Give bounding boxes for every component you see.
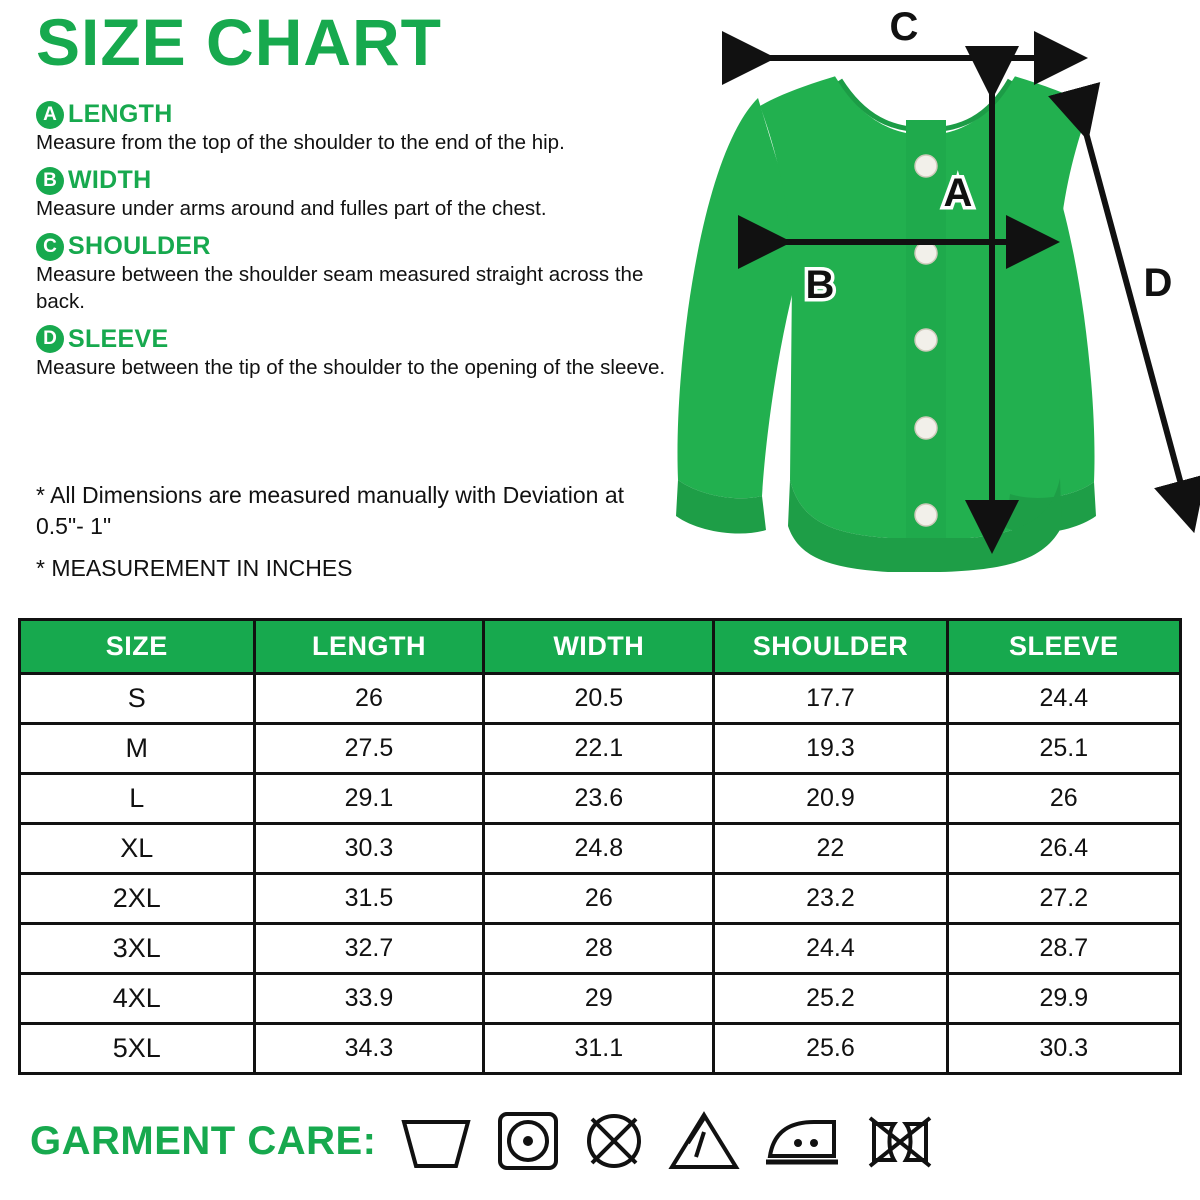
cell-shoulder: 25.6 xyxy=(714,1024,947,1074)
cell-sleeve: 27.2 xyxy=(947,874,1180,924)
cell-sleeve: 26.4 xyxy=(947,824,1180,874)
table-row xyxy=(20,774,1181,824)
garment-care-label: GARMENT CARE: xyxy=(30,1118,377,1163)
dimension-line-d xyxy=(1082,118,1188,510)
cell-size: XL xyxy=(20,824,255,874)
cell-length: 31.5 xyxy=(254,874,484,924)
cell-length: 26 xyxy=(254,674,484,724)
cell-length: 27.5 xyxy=(254,724,484,774)
table-row xyxy=(20,924,1181,974)
table-header-row xyxy=(20,620,1181,674)
garment-care-icons xyxy=(398,1110,936,1172)
cell-shoulder: 17.7 xyxy=(714,674,947,724)
column-header-shoulder: SHOULDER xyxy=(714,620,947,674)
cell-length: 34.3 xyxy=(254,1024,484,1074)
measurement-notes xyxy=(36,480,656,596)
legend-head-length xyxy=(36,100,676,129)
legend-item-sleeve xyxy=(36,325,676,381)
table-row xyxy=(20,824,1181,874)
note-units: * MEASUREMENT IN INCHES xyxy=(36,555,353,582)
badge-a-icon: A xyxy=(36,101,64,129)
cell-size: 3XL xyxy=(20,924,255,974)
cell-shoulder: 24.4 xyxy=(714,924,947,974)
cell-length: 29.1 xyxy=(254,774,484,824)
cell-size: 5XL xyxy=(20,1024,255,1074)
cell-width: 26 xyxy=(484,874,714,924)
cell-width: 23.6 xyxy=(484,774,714,824)
iron-icon xyxy=(762,1110,842,1172)
size-table xyxy=(18,618,1182,1075)
cell-shoulder: 20.9 xyxy=(714,774,947,824)
cell-width: 24.8 xyxy=(484,824,714,874)
garment-care-section xyxy=(30,1110,936,1172)
cell-sleeve: 30.3 xyxy=(947,1024,1180,1074)
marker-label-b: B xyxy=(805,263,835,307)
cell-size: 4XL xyxy=(20,974,255,1024)
legend-desc-width: Measure under arms around and fulles part of the chest. xyxy=(36,197,547,221)
cell-size: M xyxy=(20,724,255,774)
cell-width: 29 xyxy=(484,974,714,1024)
legend-head-shoulder xyxy=(36,232,676,261)
page-title: SIZE CHART xyxy=(36,5,442,79)
table-row xyxy=(20,974,1181,1024)
cell-length: 33.9 xyxy=(254,974,484,1024)
legend-item-length xyxy=(36,100,676,156)
table-row xyxy=(20,724,1181,774)
cell-size: L xyxy=(20,774,255,824)
cell-width: 31.1 xyxy=(484,1024,714,1074)
cell-shoulder: 23.2 xyxy=(714,874,947,924)
cell-shoulder: 19.3 xyxy=(714,724,947,774)
badge-c-icon: C xyxy=(36,233,64,261)
tumble-dry-icon xyxy=(496,1110,560,1172)
legend-item-shoulder xyxy=(36,232,676,314)
marker-label-a: A xyxy=(943,171,973,215)
cardigan-graphic xyxy=(676,62,1096,572)
legend-desc-sleeve: Measure between the tip of the shoulder to the opening of the sleeve. xyxy=(36,355,666,379)
cell-sleeve: 26 xyxy=(947,774,1180,824)
legend-label-width: WIDTH xyxy=(68,166,152,195)
bleach-triangle-icon xyxy=(668,1110,740,1172)
cell-length: 30.3 xyxy=(254,824,484,874)
cell-sleeve: 28.7 xyxy=(947,924,1180,974)
legend-item-width xyxy=(36,166,676,222)
machine-wash-icon xyxy=(398,1110,474,1172)
cell-sleeve: 25.1 xyxy=(947,724,1180,774)
marker-label-c: C xyxy=(889,10,919,49)
measurement-legend xyxy=(36,100,676,391)
column-header-sleeve: SLEEVE xyxy=(947,620,1180,674)
column-header-length: LENGTH xyxy=(254,620,484,674)
cell-width: 28 xyxy=(484,924,714,974)
badge-b-icon: B xyxy=(36,167,64,195)
table-row xyxy=(20,1024,1181,1074)
legend-head-width xyxy=(36,166,676,195)
legend-label-shoulder: SHOULDER xyxy=(68,232,211,261)
legend-label-length: LENGTH xyxy=(68,100,173,128)
legend-desc-shoulder: Measure between the shoulder seam measured straight across the back. xyxy=(36,263,644,313)
size-table-wrap xyxy=(18,618,1182,1075)
column-header-width: WIDTH xyxy=(484,620,714,674)
legend-head-sleeve xyxy=(36,325,676,354)
cell-length: 32.7 xyxy=(254,924,484,974)
marker-label-d: D xyxy=(1143,261,1173,305)
do-not-dry-clean-icon xyxy=(864,1110,936,1172)
badge-d-icon: D xyxy=(36,325,64,353)
garment-illustration xyxy=(640,10,1200,600)
cell-sleeve: 24.4 xyxy=(947,674,1180,724)
cell-sleeve: 29.9 xyxy=(947,974,1180,1024)
cell-size: S xyxy=(20,674,255,724)
cell-shoulder: 25.2 xyxy=(714,974,947,1024)
cell-width: 20.5 xyxy=(484,674,714,724)
table-row xyxy=(20,674,1181,724)
table-row xyxy=(20,874,1181,924)
cell-width: 22.1 xyxy=(484,724,714,774)
note-deviation: * All Dimensions are measured manually with Deviation at 0.5"- 1" xyxy=(36,482,625,539)
legend-label-sleeve: SLEEVE xyxy=(68,324,169,353)
do-not-bleach-icon xyxy=(582,1110,646,1172)
cell-size: 2XL xyxy=(20,874,255,924)
column-header-size: SIZE xyxy=(20,620,255,674)
cell-shoulder: 22 xyxy=(714,824,947,874)
legend-desc-length: Measure from the top of the shoulder to the end of the hip. xyxy=(36,131,565,154)
